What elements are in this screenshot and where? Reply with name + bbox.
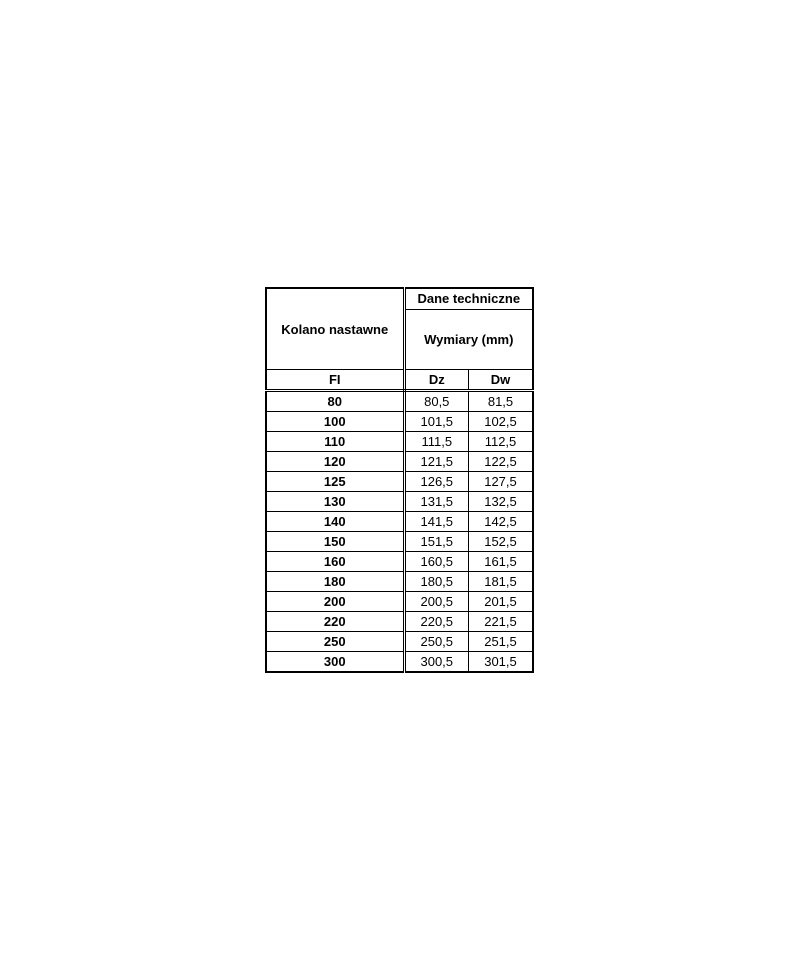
dw-cell: 127,5: [469, 472, 534, 492]
header-row-group: [266, 288, 533, 309]
fi-cell: 100: [266, 412, 404, 432]
group-header-cell: Dane techniczne: [404, 288, 533, 309]
table-row: [266, 632, 533, 652]
table-body: [266, 288, 533, 672]
product-name-cell: Kolano nastawne: [266, 288, 404, 370]
dz-cell: 220,5: [404, 612, 468, 632]
dw-cell: 181,5: [469, 572, 534, 592]
fi-cell: 150: [266, 532, 404, 552]
dz-cell: 250,5: [404, 632, 468, 652]
table-row: [266, 612, 533, 632]
spec-table: [265, 287, 534, 673]
table-row: [266, 472, 533, 492]
table-row: [266, 492, 533, 512]
column-header-row: [266, 370, 533, 391]
dw-cell: 81,5: [469, 391, 534, 412]
fi-cell: 110: [266, 432, 404, 452]
dz-cell: 160,5: [404, 552, 468, 572]
dw-cell: 161,5: [469, 552, 534, 572]
dz-cell: 126,5: [404, 472, 468, 492]
dw-cell: 251,5: [469, 632, 534, 652]
table-row: [266, 572, 533, 592]
dw-cell: 122,5: [469, 452, 534, 472]
table-row: [266, 512, 533, 532]
dw-cell: 301,5: [469, 652, 534, 673]
fi-cell: 250: [266, 632, 404, 652]
table-row: [266, 391, 533, 412]
dw-cell: 102,5: [469, 412, 534, 432]
dw-cell: 152,5: [469, 532, 534, 552]
subgroup-header-cell: Wymiary (mm): [404, 309, 533, 369]
dw-cell: 201,5: [469, 592, 534, 612]
table-row: [266, 652, 533, 673]
column-header-dw: Dw: [469, 370, 534, 391]
fi-cell: 200: [266, 592, 404, 612]
table-row: [266, 432, 533, 452]
fi-cell: 80: [266, 391, 404, 412]
column-header-fi: FI: [266, 370, 404, 391]
dz-cell: 131,5: [404, 492, 468, 512]
fi-cell: 160: [266, 552, 404, 572]
fi-cell: 120: [266, 452, 404, 472]
dw-cell: 132,5: [469, 492, 534, 512]
dz-cell: 121,5: [404, 452, 468, 472]
dz-cell: 111,5: [404, 432, 468, 452]
table-row: [266, 532, 533, 552]
fi-cell: 130: [266, 492, 404, 512]
fi-cell: 125: [266, 472, 404, 492]
table-row: [266, 552, 533, 572]
dz-cell: 80,5: [404, 391, 468, 412]
dz-cell: 101,5: [404, 412, 468, 432]
dw-cell: 112,5: [469, 432, 534, 452]
fi-cell: 300: [266, 652, 404, 673]
dz-cell: 300,5: [404, 652, 468, 673]
dw-cell: 142,5: [469, 512, 534, 532]
table-row: [266, 412, 533, 432]
dz-cell: 141,5: [404, 512, 468, 532]
fi-cell: 180: [266, 572, 404, 592]
dz-cell: 151,5: [404, 532, 468, 552]
column-header-dz: Dz: [404, 370, 468, 391]
fi-cell: 140: [266, 512, 404, 532]
table-row: [266, 592, 533, 612]
fi-cell: 220: [266, 612, 404, 632]
dw-cell: 221,5: [469, 612, 534, 632]
dz-cell: 180,5: [404, 572, 468, 592]
dz-cell: 200,5: [404, 592, 468, 612]
table-row: [266, 452, 533, 472]
